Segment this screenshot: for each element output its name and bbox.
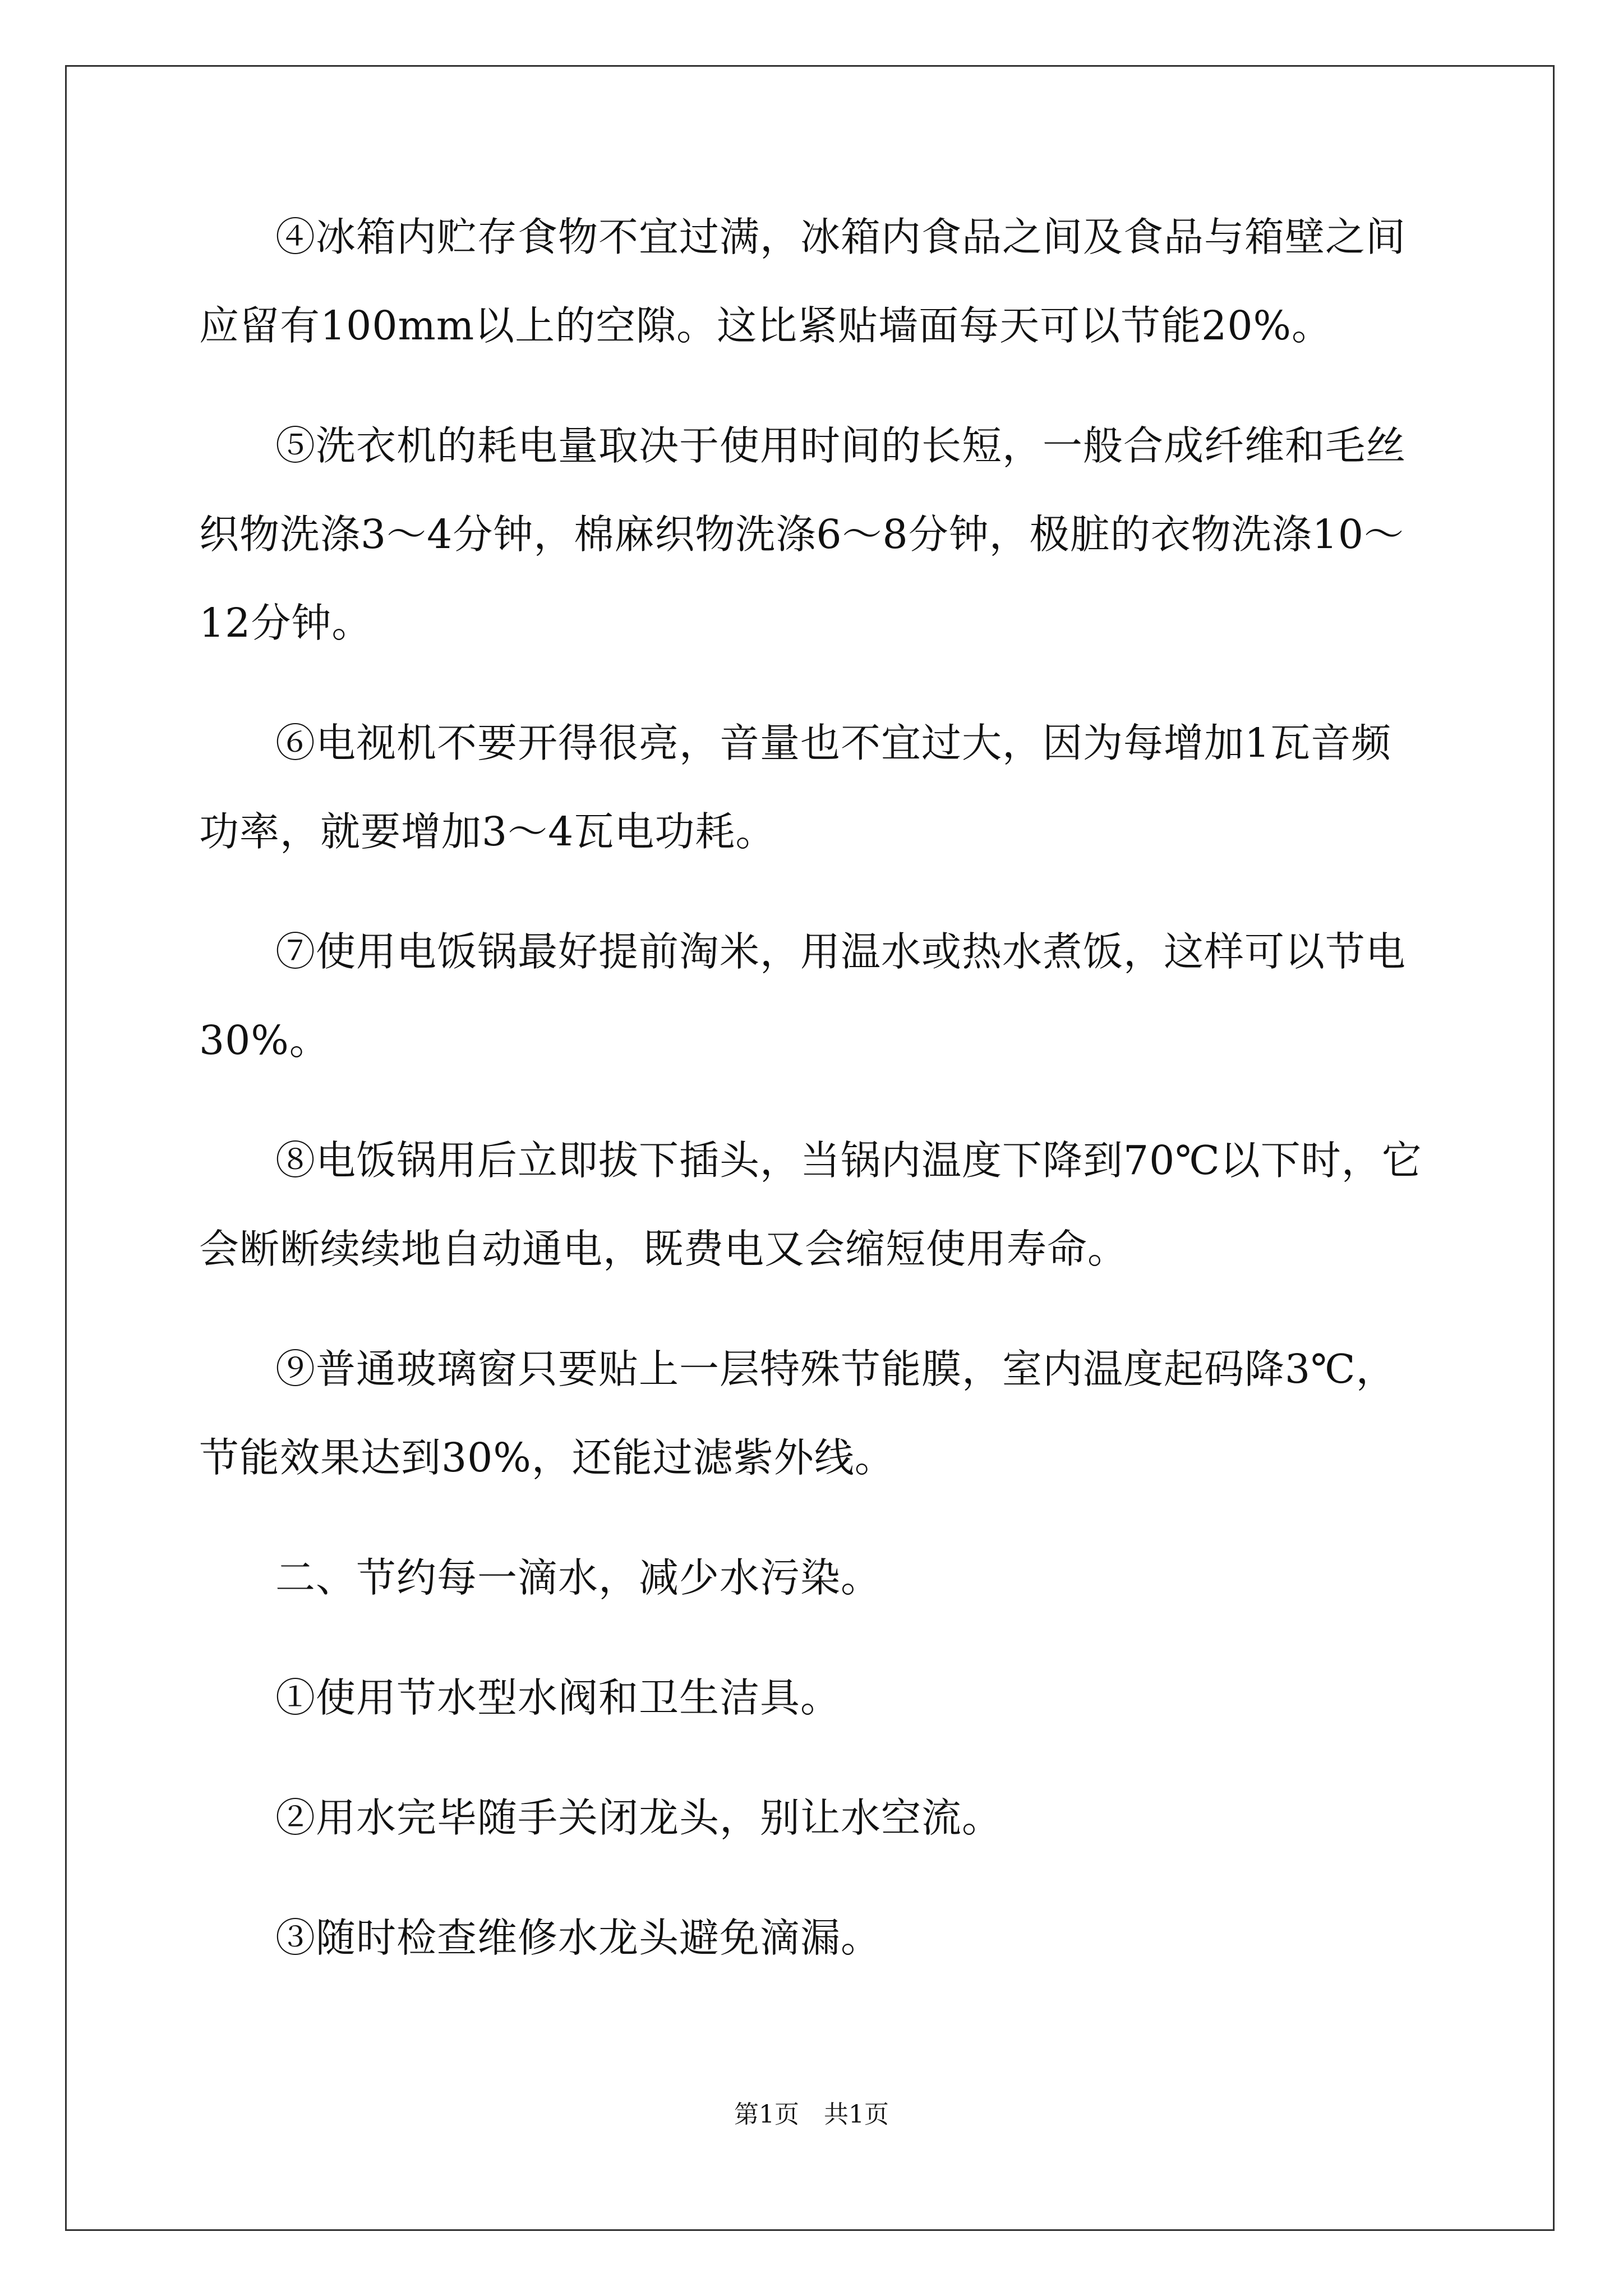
text-line: ⑨普通玻璃窗只要贴上一层特殊节能膜，室内温度起码降3℃， [275, 1346, 1396, 1392]
text-line: ①使用节水型水阀和卫生洁具。 [275, 1674, 841, 1721]
text-line: ⑥电视机不要开得很亮，音量也不宜过大，因为每增加1瓦音频 [275, 720, 1392, 766]
text-line: 会断断续续地自动通电，既费电又会缩短使用寿命。 [199, 1226, 1128, 1272]
text-line: 应留有100mm以上的空隙。这比紧贴墙面每天可以节能20%。 [199, 302, 1332, 349]
text-line: ⑧电饭锅用后立即拔下插头，当锅内温度下降到70℃以下时，它 [275, 1137, 1422, 1184]
text-line: ②用水完毕随手关闭龙头，别让水空流。 [275, 1795, 1003, 1841]
section-heading: 二、节约每一滴水，减少水污染。 [275, 1554, 882, 1601]
text-line: ⑤洗衣机的耗电量取决于使用时间的长短，一般合成纤维和毛丝 [275, 422, 1407, 469]
text-line: ⑦使用电饭锅最好提前淘米，用温水或热水煮饭，这样可以节电 [275, 928, 1407, 975]
text-line: ④冰箱内贮存食物不宜过满，冰箱内食品之间及食品与箱壁之间 [275, 214, 1407, 260]
text-line: 30%。 [199, 1017, 330, 1064]
text-line: 织物洗涤3～4分钟，棉麻织物洗涤6～8分钟，极脏的衣物洗涤10～ [199, 511, 1405, 558]
page-number: 第1页 共1页 [734, 2100, 889, 2129]
text-line: 节能效果达到30%，还能过滤紫外线。 [199, 1434, 895, 1481]
text-line: ③随时检查维修水龙头避免滴漏。 [275, 1915, 882, 1961]
text-line: 12分钟。 [199, 600, 372, 646]
text-line: 功率，就要增加3～4瓦电功耗。 [199, 808, 776, 855]
